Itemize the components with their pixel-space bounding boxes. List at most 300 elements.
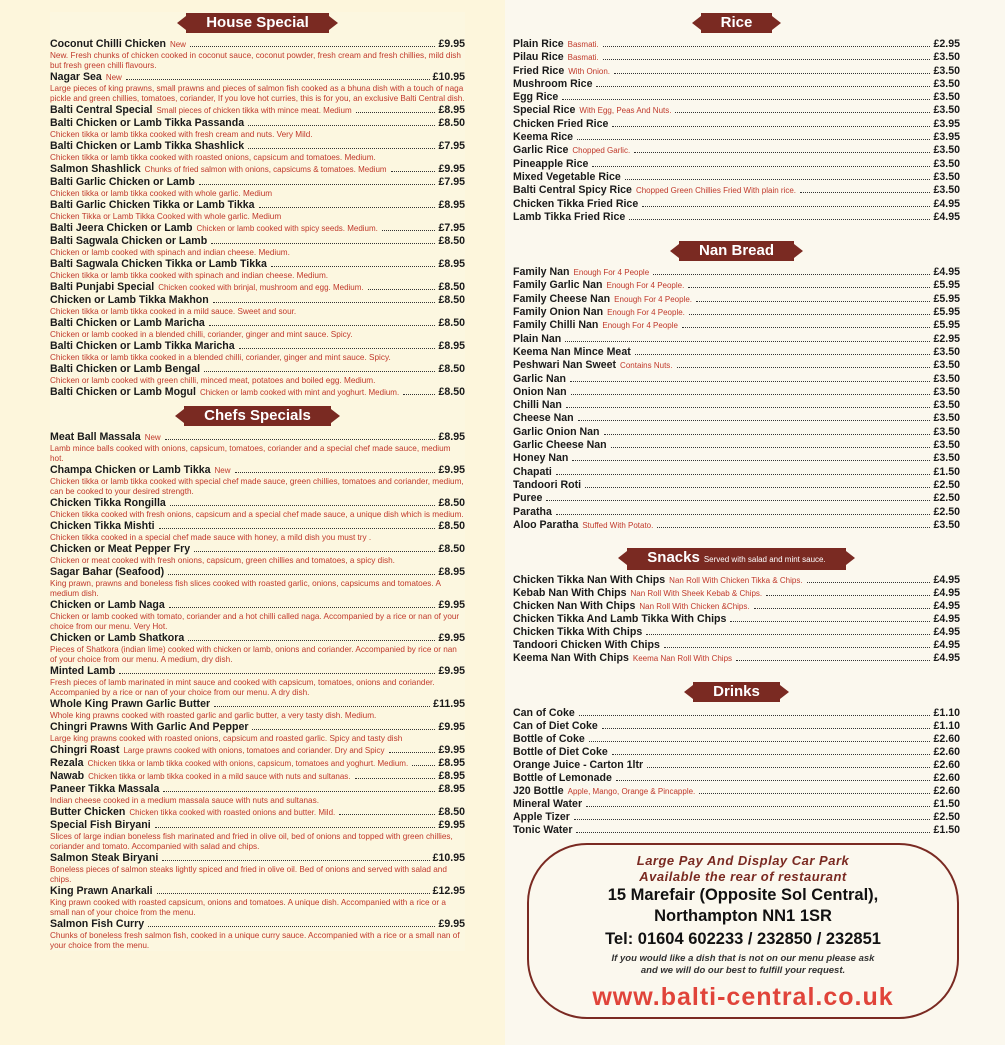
chefs-specials-title: Chefs Specials	[184, 406, 331, 426]
item-price: £7.95	[438, 176, 465, 188]
drinks-header	[513, 681, 960, 703]
item-note: Chicken or lamb cooked with mint and yoghurt. Medium.	[199, 388, 400, 397]
item-note: Enough For 4 People	[573, 268, 650, 278]
dot-leader	[625, 179, 931, 180]
dot-leader	[689, 314, 931, 315]
item-name: Balti Punjabi Special	[50, 281, 155, 293]
item-price: £3.50	[933, 170, 960, 183]
dot-leader	[169, 607, 436, 608]
item-price: £3.95	[933, 117, 960, 130]
dot-leader	[579, 715, 931, 716]
item-price: £8.95	[438, 566, 465, 578]
menu-item	[50, 632, 465, 645]
dot-leader	[634, 152, 930, 153]
item-price: £2.60	[933, 772, 960, 785]
item-name: Garlic Cheese Nan	[513, 439, 607, 452]
item-description: King prawn, prawns and boneless fish slices cooked with roasted garlic, onions, capsicums and tomatoes. A medium dish.	[50, 579, 441, 598]
menu-item	[50, 176, 465, 189]
item-price: £2.50	[933, 505, 960, 518]
menu-item	[50, 543, 465, 556]
item-note: Small pieces of chicken tikka with mince meat. Medium	[156, 106, 352, 115]
item-price: £8.95	[438, 258, 465, 270]
dot-leader	[614, 73, 930, 74]
item-price: £8.95	[438, 340, 465, 352]
item-note: Large prawns cooked with onions, tomatoes and coriander. Dry and Spicy	[123, 746, 385, 755]
item-price: £8.50	[438, 117, 465, 129]
item-description: Chicken tikka or lamb tikka cooked with whole garlic. Medium	[50, 189, 273, 198]
menu-item	[513, 759, 960, 772]
menu-item	[513, 144, 960, 157]
item-price: £4.95	[933, 613, 960, 626]
menu-item	[50, 497, 465, 510]
item-note: Nan Roll With Sheek Kebab & Chips.	[630, 589, 763, 599]
menu-item	[513, 811, 960, 824]
item-name: Balti Sagwala Chicken Tikka or Lamb Tikka	[50, 258, 267, 270]
item-note: Contains Nuts.	[620, 361, 673, 371]
dot-leader	[574, 819, 931, 820]
item-description: Chicken or lamb cooked with tomato, coriander and a hot chilli called naga. Accompanied by a rice or nan of your choice from our menu. Very Hot.	[50, 612, 460, 631]
item-description: Large pieces of king prawns, small prawns and pieces of salmon fish cooked as a bhuna dish with a touch of naga pickle and green chillies, tomatoes, coriander, If you love hot curries, this is for you, an exclusive Balti Central dish.	[50, 84, 465, 103]
item-description: Chicken Tikka or Lamb Tikka Cooked with whole garlic. Medium	[50, 212, 282, 221]
item-description: Pieces of Shatkora (indian lime) cooked with chicken or lamb, onions and coriander. Accompanied by rice or nan of your choice from our menu. A medium, dry dish.	[50, 645, 457, 664]
request-note-line-2: and we will do our best to fulfill your request.	[640, 965, 846, 976]
menu-item	[513, 479, 960, 492]
item-description: Boneless pieces of salmon steaks lightly spiced and fried in olive oil. Bed of onions and served with salad and chips.	[50, 865, 447, 884]
dot-leader	[556, 474, 931, 475]
item-price: £2.95	[933, 332, 960, 345]
item-name: Balti Chicken or Lamb Maricha	[50, 317, 205, 329]
item-description: Chicken or lamb cooked with green chilli, minced meat, potatoes and boiled egg. Medium.	[50, 376, 376, 385]
item-note: Enough For 4 People.	[607, 308, 685, 318]
menu-item	[50, 806, 465, 819]
dot-leader	[642, 206, 930, 207]
item-name: Family Garlic Nan	[513, 279, 603, 292]
menu-item	[513, 626, 960, 639]
dot-leader	[800, 192, 930, 193]
item-name: Minted Lamb	[50, 665, 116, 677]
item-price: £3.50	[933, 64, 960, 77]
menu-item	[513, 587, 960, 600]
menu-item	[513, 198, 960, 211]
menu-item	[50, 340, 465, 353]
dot-leader	[159, 528, 436, 529]
item-description: Whole king prawns cooked with roasted garlic and garlic butter, a very tasty dish. Medium.	[50, 711, 377, 720]
dot-leader	[412, 765, 435, 766]
item-description: Chicken or lamb cooked in a blended chilli, coriander, ginger and mint sauce. Spicy.	[50, 330, 353, 339]
snacks-title	[627, 548, 845, 570]
website-link[interactable]: www.balti-central.co.uk	[592, 983, 894, 1011]
menu-item	[513, 600, 960, 613]
rice-title: Rice	[701, 13, 773, 33]
item-name: Family Onion Nan	[513, 306, 604, 319]
item-name: Keema Rice	[513, 131, 574, 144]
item-description: Chicken tikka cooked with fresh onions, capsicum and a special chef made sauce, a unique dish which is medium.	[50, 510, 464, 519]
dot-leader	[157, 893, 430, 894]
drinks-title: Drinks	[693, 682, 780, 702]
item-name: Salmon Shashlick	[50, 163, 141, 175]
item-note: Chicken cooked with brinjal, mushroom and egg. Medium.	[158, 283, 364, 292]
item-name: Chicken Nan With Chips	[513, 600, 636, 613]
item-price: £3.50	[933, 345, 960, 358]
menu-item	[513, 319, 960, 332]
dot-leader	[589, 741, 931, 742]
item-name: Chicken Tikka Rongilla	[50, 497, 166, 509]
item-price: £5.95	[933, 279, 960, 292]
item-name: Aloo Paratha	[513, 518, 579, 531]
item-price: £4.95	[933, 600, 960, 613]
dot-leader	[635, 354, 931, 355]
menu-item	[513, 785, 960, 798]
item-price: £4.95	[933, 626, 960, 639]
address-line-2: Northampton NN1 1SR	[654, 907, 832, 925]
item-price: £4.95	[933, 639, 960, 652]
chefs-specials-header	[50, 405, 465, 427]
item-note: Basmati.	[567, 53, 599, 63]
item-price: £3.50	[933, 385, 960, 398]
item-name: Coconut Chilli Chicken	[50, 38, 166, 50]
item-note: Enough For 4 People	[602, 321, 678, 331]
menu-item	[50, 294, 465, 307]
item-name: Garlic Rice	[513, 144, 569, 157]
item-price: £1.50	[933, 824, 960, 837]
menu-item	[50, 721, 465, 734]
item-name: Chicken Tikka With Chips	[513, 626, 643, 639]
item-price: £9.95	[438, 721, 465, 733]
item-price: £2.60	[933, 759, 960, 772]
item-description: Chicken tikka or lamb tikka cooked with special chef made sauce, green chillies, tomatoes and coriander, medium, can be cooked to your desired strength.	[50, 477, 464, 496]
item-name: Chicken Tikka Mishti	[50, 520, 155, 532]
item-price: £2.60	[933, 746, 960, 759]
item-name: Chapati	[513, 465, 552, 478]
item-name: Balti Central Spicy Rice	[513, 184, 632, 197]
menu-item	[50, 819, 465, 832]
snacks-header	[513, 548, 960, 570]
menu-item	[513, 171, 960, 184]
house-special-title: House Special	[186, 13, 329, 33]
dot-leader	[163, 791, 435, 792]
item-note: Chunks of fried salmon with onions, capsicums & tomatoes. Medium	[144, 165, 387, 174]
dot-leader	[239, 348, 436, 349]
menu-item	[513, 466, 960, 479]
item-name: Balti Chicken or Lamb Bengal	[50, 363, 201, 375]
menu-item	[50, 770, 465, 783]
item-price: £3.50	[933, 157, 960, 170]
menu-item	[513, 399, 960, 412]
house-special-header	[50, 12, 465, 34]
item-name: Rezala	[50, 757, 84, 769]
menu-item	[50, 757, 465, 770]
menu-item	[513, 720, 960, 733]
item-price: £2.95	[933, 38, 960, 50]
item-name: Balti Garlic Chicken or Lamb	[50, 176, 195, 188]
item-note: Enough For 4 People.	[614, 294, 692, 304]
dot-leader	[699, 793, 930, 794]
item-name: Special Fish Biryani	[50, 819, 151, 831]
item-name: Pineapple Rice	[513, 157, 589, 170]
item-price: £8.50	[438, 497, 465, 509]
menu-item	[50, 199, 465, 212]
item-description: King prawn cooked with roasted capsicum, onions and tomatoes. A unique dish. Accompanied with a rice or a small nan of your choice from the menu.	[50, 898, 446, 917]
address-line-1: 15 Marefair (Opposite Sol Central),	[607, 886, 879, 904]
item-name: Tandoori Roti	[513, 478, 582, 491]
item-name: Nagar Sea	[50, 71, 102, 83]
dot-leader	[188, 640, 435, 641]
dot-leader	[170, 505, 436, 506]
menu-item	[50, 163, 465, 176]
item-note: New	[105, 73, 122, 82]
dot-leader	[199, 184, 436, 185]
dot-leader	[657, 527, 930, 528]
dot-leader	[571, 394, 931, 395]
menu-item	[513, 118, 960, 131]
item-name: Garlic Nan	[513, 372, 566, 385]
menu-item	[513, 452, 960, 465]
item-price: £9.95	[438, 918, 465, 930]
item-price: £3.50	[933, 184, 960, 197]
item-name: Lamb Tikka Fried Rice	[513, 210, 626, 223]
dot-leader	[368, 289, 436, 290]
item-price: £2.50	[933, 492, 960, 505]
item-name: Special Rice	[513, 104, 576, 117]
menu-item	[513, 492, 960, 505]
item-name: J20 Bottle	[513, 785, 564, 798]
item-price: £3.50	[933, 452, 960, 465]
dot-leader	[565, 341, 930, 342]
item-price: £1.50	[933, 798, 960, 811]
menu-item	[513, 104, 960, 117]
item-name: Family Nan	[513, 266, 570, 279]
menu-item	[50, 744, 465, 757]
item-price: £8.50	[438, 806, 465, 818]
item-price: £8.50	[438, 317, 465, 329]
menu-item	[513, 746, 960, 759]
item-description: Chicken tikka or lamb tikka cooked with fresh cream and nuts. Very Mild.	[50, 130, 313, 139]
item-price: £8.50	[438, 543, 465, 555]
dot-leader	[211, 243, 435, 244]
request-note-line-1: If you would like a dish that is not on our menu please ask	[611, 953, 875, 964]
item-price: £8.95	[438, 104, 465, 116]
item-name: Chingri Prawns With Garlic And Pepper	[50, 721, 249, 733]
house-special-list	[50, 38, 465, 399]
menu-item	[513, 91, 960, 104]
item-price: £10.95	[432, 852, 465, 864]
item-price: £11.95	[433, 698, 465, 710]
dot-leader	[194, 551, 435, 552]
item-note: Stuffed With Potato.	[582, 520, 654, 530]
item-name: Family Cheese Nan	[513, 292, 611, 305]
item-price: £9.95	[438, 632, 465, 644]
menu-item	[513, 707, 960, 720]
item-price: £2.50	[933, 811, 960, 824]
menu-item	[513, 65, 960, 78]
dot-leader	[612, 126, 930, 127]
item-description: New. Fresh chunks of chicken cooked in coconut sauce, coconut powder, fresh cream and fresh chillies, mild dish but fresh green chilli flavours.	[50, 51, 461, 70]
dot-leader	[382, 230, 436, 231]
item-name: Bottle of Diet Coke	[513, 746, 608, 759]
drinks-list	[513, 707, 960, 837]
menu-item	[513, 733, 960, 746]
dot-leader	[576, 832, 930, 833]
dot-leader	[603, 46, 931, 47]
menu-item	[513, 824, 960, 837]
item-price: £2.60	[933, 733, 960, 746]
dot-leader	[556, 514, 931, 515]
item-price: £3.50	[933, 77, 960, 90]
dot-leader	[653, 274, 930, 275]
item-note: Chopped Green Chillies Fried With plain rice.	[635, 186, 797, 196]
nan-bread-header	[513, 240, 960, 262]
item-name: Chicken or Lamb Tikka Makhon	[50, 294, 209, 306]
item-description: Large king prawns cooked with roasted onions, capsicum and roasted garlic. Spicy and tasty dish	[50, 734, 403, 743]
dot-leader	[209, 325, 436, 326]
dot-leader	[604, 434, 931, 435]
menu-item	[50, 783, 465, 796]
item-price: £9.95	[438, 464, 465, 476]
menu-item	[513, 293, 960, 306]
item-name: Honey Nan	[513, 452, 569, 465]
dot-leader	[688, 287, 930, 288]
right-column	[513, 12, 960, 837]
item-price: £7.95	[438, 222, 465, 234]
menu-item	[513, 38, 960, 51]
menu-item	[50, 104, 465, 117]
item-price: £9.95	[438, 819, 465, 831]
item-name: Whole King Prawn Garlic Butter	[50, 698, 211, 710]
item-price: £8.95	[438, 757, 465, 769]
item-price: £8.95	[438, 431, 465, 443]
item-description: Chicken or meat cooked with fresh onions, capsicum, green chillies and tomatoes, a spicy dish.	[50, 556, 395, 565]
item-name: Fried Rice	[513, 64, 565, 77]
dot-leader	[577, 139, 930, 140]
item-price: £3.50	[933, 372, 960, 385]
item-note: Chicken tikka or lamb tikka cooked with onions, capsicum, tomatoes and yoghurt. Medium.	[87, 759, 409, 768]
item-name: Balti Sagwala Chicken or Lamb	[50, 235, 208, 247]
menu-item	[513, 574, 960, 587]
menu-item	[513, 652, 960, 665]
item-name: Chicken or Lamb Shatkora	[50, 632, 185, 644]
item-note: Nan Roll With Chicken Tikka & Chips.	[669, 576, 803, 586]
item-note: Nan Roll With Chicken &Chips.	[639, 602, 750, 612]
item-note: Chopped Garlic.	[572, 146, 631, 156]
snacks-subtitle: Served with salad and mint sauce.	[703, 555, 826, 565]
item-price: £4.95	[933, 210, 960, 223]
item-note: With Egg, Peas And Nuts.	[579, 106, 672, 116]
dot-leader	[754, 608, 931, 609]
dot-leader	[356, 112, 436, 113]
item-name: Paratha	[513, 505, 552, 518]
dot-leader	[616, 780, 931, 781]
item-name: Kebab Nan With Chips	[513, 587, 627, 600]
menu-item	[50, 71, 465, 84]
item-price: £9.95	[438, 38, 465, 50]
dot-leader	[603, 59, 931, 60]
menu-item	[50, 599, 465, 612]
item-name: Balti Chicken or Lamb Tikka Maricha	[50, 340, 235, 352]
item-price: £8.50	[438, 294, 465, 306]
item-price: £9.95	[438, 744, 465, 756]
item-price: £1.10	[933, 707, 960, 720]
item-name: Chingri Roast	[50, 744, 120, 756]
item-name: Bottle of Coke	[513, 733, 585, 746]
item-note: Enough For 4 People.	[606, 281, 685, 291]
dot-leader	[596, 86, 930, 87]
item-name: Balti Chicken or Lamb Tikka Passanda	[50, 117, 245, 129]
dot-leader	[682, 327, 931, 328]
dot-leader	[766, 595, 930, 596]
item-description: Chicken or lamb cooked with spinach and indian cheese. Medium.	[50, 248, 290, 257]
item-price: £10.95	[432, 71, 465, 83]
menu-item	[513, 613, 960, 626]
item-note: With Onion.	[568, 66, 611, 76]
item-name: Chicken Fried Rice	[513, 117, 609, 130]
item-name: Apple Tizer	[513, 811, 570, 824]
snacks-list	[513, 574, 960, 665]
menu-item	[513, 359, 960, 372]
item-price: £4.95	[933, 266, 960, 279]
rice-header	[513, 12, 960, 34]
rice-list	[513, 38, 960, 224]
item-price: £9.95	[438, 665, 465, 677]
menu-item	[50, 222, 465, 235]
item-price: £3.50	[933, 104, 960, 117]
item-note: New	[169, 40, 186, 49]
dot-leader	[562, 99, 930, 100]
item-name: Peshwari Nan Sweet	[513, 359, 617, 372]
dot-leader	[259, 207, 436, 208]
item-name: Onion Nan	[513, 385, 567, 398]
item-description: Chicken tikka or lamb tikka cooked in a mild sauce. Sweet and sour.	[50, 307, 297, 316]
item-price: £12.95	[432, 885, 465, 897]
menu-item	[50, 117, 465, 130]
dot-leader	[248, 125, 435, 126]
dot-leader	[403, 394, 435, 395]
item-price: £8.50	[438, 281, 465, 293]
item-name: Champa Chicken or Lamb Tikka	[50, 464, 211, 476]
menu-item	[513, 78, 960, 91]
dot-leader	[162, 860, 429, 861]
item-name: Chicken Tikka Nan With Chips	[513, 574, 666, 587]
nan-bread-list	[513, 266, 960, 532]
item-name: Chicken Tikka And Lamb Tikka With Chips	[513, 613, 727, 626]
dot-leader	[629, 219, 930, 220]
dot-leader	[355, 778, 436, 779]
dot-leader	[126, 79, 430, 80]
item-name: Orange Juice - Carton 1ltr	[513, 759, 644, 772]
item-name: Bottle of Lemonade	[513, 772, 612, 785]
menu-item	[513, 426, 960, 439]
menu-item	[513, 506, 960, 519]
item-name: Mineral Water	[513, 798, 583, 811]
item-price: £3.50	[933, 91, 960, 104]
item-price: £4.95	[933, 574, 960, 587]
dot-leader	[213, 302, 436, 303]
item-description: Lamb mince balls cooked with onions, capsicum, tomatoes, coriander and a special chef made sauce, medium hot.	[50, 444, 451, 463]
item-name: Chicken Tikka Fried Rice	[513, 197, 639, 210]
menu-item	[50, 520, 465, 533]
dot-leader	[585, 487, 930, 488]
menu-item	[50, 566, 465, 579]
item-name: Salmon Fish Curry	[50, 918, 145, 930]
item-name: Tonic Water	[513, 824, 573, 837]
dot-leader	[611, 447, 931, 448]
menu-item	[50, 852, 465, 865]
item-price: £3.50	[933, 144, 960, 157]
dot-leader	[730, 621, 930, 622]
item-name: Keema Nan Mince Meat	[513, 345, 631, 358]
menu-item	[50, 665, 465, 678]
dot-leader	[578, 420, 931, 421]
item-price: £4.95	[933, 587, 960, 600]
